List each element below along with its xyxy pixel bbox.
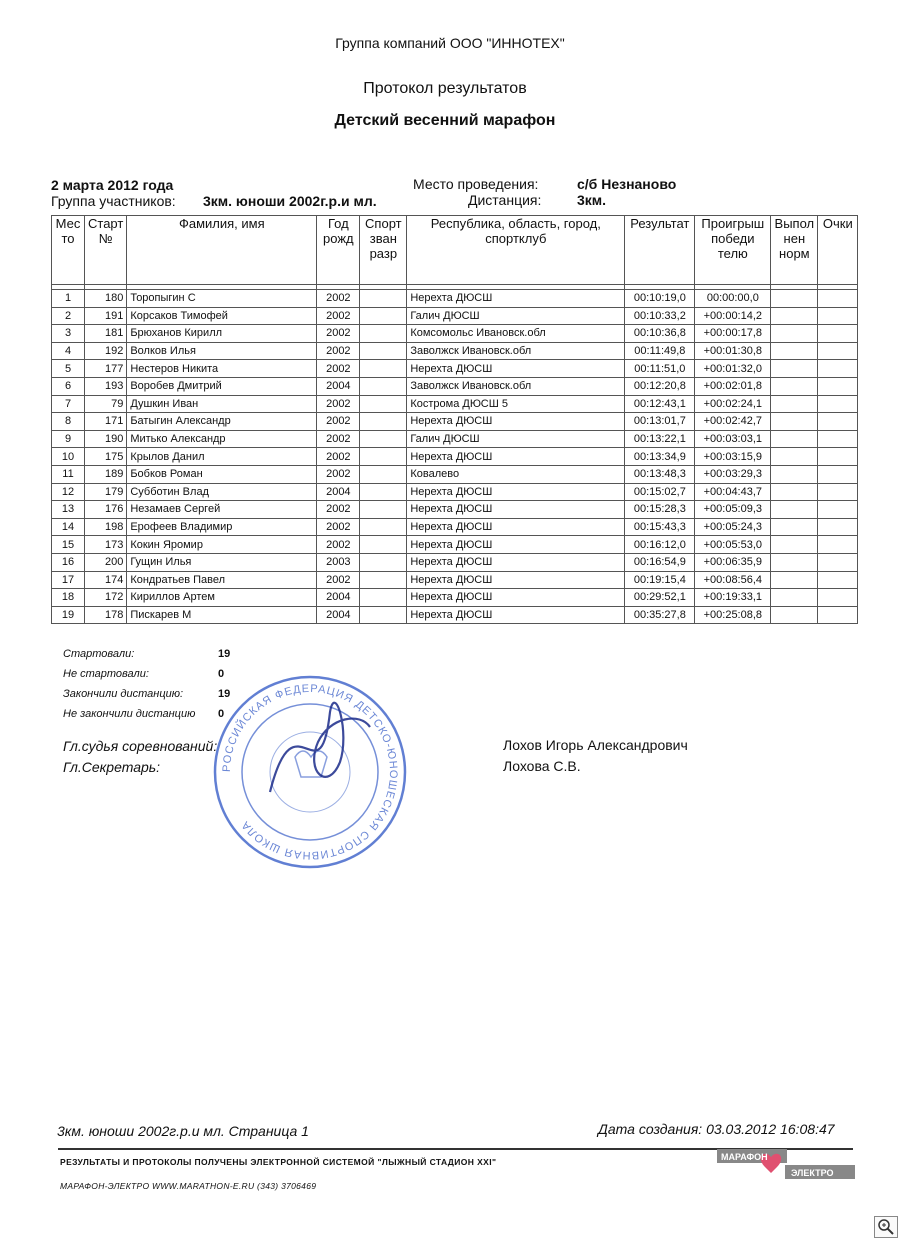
table-cell — [771, 518, 818, 536]
column-header: Год рожд — [317, 216, 360, 285]
table-cell — [818, 395, 858, 413]
table-row — [52, 448, 858, 466]
table-cell — [771, 325, 818, 343]
contact-line: МАРАФОН-ЭЛЕКТРО WWW.MARATHON-E.RU (343) 3706469 — [60, 1181, 317, 1191]
table-cell: 176 — [85, 501, 127, 519]
table-cell — [818, 448, 858, 466]
table-cell — [360, 571, 407, 589]
table-cell — [360, 483, 407, 501]
table-cell: +00:00:14,2 — [695, 307, 771, 325]
table-cell — [771, 483, 818, 501]
table-cell: 2004 — [317, 606, 360, 624]
table-cell: Кострома ДЮСШ 5 — [407, 395, 625, 413]
table-cell: 173 — [85, 536, 127, 554]
table-cell: 18 — [52, 589, 85, 607]
table-cell — [771, 360, 818, 378]
table-cell — [360, 290, 407, 308]
table-cell: 2004 — [317, 483, 360, 501]
table-cell — [360, 606, 407, 624]
column-header: Старт № — [85, 216, 127, 285]
table-body — [52, 285, 858, 624]
table-cell: +00:01:32,0 — [695, 360, 771, 378]
group-value: 3км. юноши 2002г.р.и мл. — [203, 193, 377, 209]
table-cell — [360, 360, 407, 378]
table-cell: Нерехта ДЮСШ — [407, 571, 625, 589]
table-cell — [818, 342, 858, 360]
table-row — [52, 342, 858, 360]
table-cell: +00:02:24,1 — [695, 395, 771, 413]
table-cell: 2004 — [317, 589, 360, 607]
table-cell — [818, 571, 858, 589]
table-cell: 1 — [52, 290, 85, 308]
table-cell: 14 — [52, 518, 85, 536]
stat-row — [63, 704, 225, 724]
table-cell: 2002 — [317, 290, 360, 308]
table-cell: 2004 — [317, 377, 360, 395]
table-cell: 2002 — [317, 536, 360, 554]
table-cell — [818, 518, 858, 536]
table-cell: 177 — [85, 360, 127, 378]
table-cell: 00:11:51,0 — [625, 360, 695, 378]
table-cell: 193 — [85, 377, 127, 395]
table-cell — [771, 501, 818, 519]
table-cell: +00:19:33,1 — [695, 589, 771, 607]
table-cell: 4 — [52, 342, 85, 360]
table-row — [52, 465, 858, 483]
table-cell: Нерехта ДЮСШ — [407, 606, 625, 624]
table-cell: 16 — [52, 553, 85, 571]
table-cell: 189 — [85, 465, 127, 483]
table-cell: Ерофеев Владимир — [127, 518, 317, 536]
table-cell — [360, 553, 407, 571]
table-cell: 00:13:34,9 — [625, 448, 695, 466]
venue-label: Место проведения: — [413, 176, 539, 192]
table-cell: Галич ДЮСШ — [407, 430, 625, 448]
table-row — [52, 377, 858, 395]
table-cell — [771, 413, 818, 431]
venue-value: с/б Незнаново — [577, 176, 677, 192]
table-cell: +00:00:17,8 — [695, 325, 771, 343]
table-cell: 2002 — [317, 518, 360, 536]
table-cell: Нерехта ДЮСШ — [407, 501, 625, 519]
table-cell: Нерехта ДЮСШ — [407, 589, 625, 607]
creation-date: Дата создания: 03.03.2012 16:08:47 — [598, 1121, 835, 1137]
table-cell: 2002 — [317, 325, 360, 343]
table-cell — [818, 465, 858, 483]
distance-label: Дистанция: — [468, 192, 542, 208]
table-cell: Нестеров Никита — [127, 360, 317, 378]
table-cell: Нерехта ДЮСШ — [407, 290, 625, 308]
table-cell: 198 — [85, 518, 127, 536]
table-cell: Нерехта ДЮСШ — [407, 448, 625, 466]
table-cell: Нерехта ДЮСШ — [407, 413, 625, 431]
company-name: Группа компаний ООО "ИННОТЕХ" — [335, 35, 565, 51]
table-cell — [818, 430, 858, 448]
judge-name: Лохов Игорь Александрович — [503, 737, 688, 753]
table-cell: 2002 — [317, 307, 360, 325]
table-cell: 2002 — [317, 395, 360, 413]
table-cell: 190 — [85, 430, 127, 448]
table-cell: +00:25:08,8 — [695, 606, 771, 624]
table-cell: 174 — [85, 571, 127, 589]
table-cell: 7 — [52, 395, 85, 413]
table-cell: 171 — [85, 413, 127, 431]
table-cell: 17 — [52, 571, 85, 589]
table-cell: 191 — [85, 307, 127, 325]
official-stamp — [210, 672, 410, 872]
table-row — [52, 553, 858, 571]
distance-value: 3км. — [577, 192, 607, 208]
table-cell: 00:12:43,1 — [625, 395, 695, 413]
table-cell — [771, 342, 818, 360]
table-cell: 8 — [52, 413, 85, 431]
table-cell: 9 — [52, 430, 85, 448]
table-cell: Крылов Данил — [127, 448, 317, 466]
table-cell: 3 — [52, 325, 85, 343]
table-cell — [771, 571, 818, 589]
table-cell: Нерехта ДЮСШ — [407, 360, 625, 378]
table-cell — [771, 290, 818, 308]
table-cell: Нерехта ДЮСШ — [407, 553, 625, 571]
table-cell: Комсомольс Ивановск.обл — [407, 325, 625, 343]
table-cell: Воробев Дмитрий — [127, 377, 317, 395]
table-cell: +00:02:01,8 — [695, 377, 771, 395]
stat-value: 19 — [218, 688, 231, 700]
table-cell: 2002 — [317, 465, 360, 483]
table-cell: +00:03:03,1 — [695, 430, 771, 448]
stat-row — [63, 644, 231, 664]
table-cell: +00:01:30,8 — [695, 342, 771, 360]
table-cell: 00:11:49,8 — [625, 342, 695, 360]
table-cell: Субботин Влад — [127, 483, 317, 501]
table-row — [52, 536, 858, 554]
table-cell: Галич ДЮСШ — [407, 307, 625, 325]
stats-block — [63, 644, 231, 724]
table-cell: 00:16:54,9 — [625, 553, 695, 571]
table-cell — [818, 325, 858, 343]
table-cell: 6 — [52, 377, 85, 395]
table-cell: 200 — [85, 553, 127, 571]
table-cell: 00:00:00,0 — [695, 290, 771, 308]
table-row — [52, 483, 858, 501]
table-cell: 2002 — [317, 413, 360, 431]
column-header: Выпол нен норм — [771, 216, 818, 285]
table-row — [52, 307, 858, 325]
table-cell — [771, 395, 818, 413]
table-cell: 00:29:52,1 — [625, 589, 695, 607]
stat-value: 0 — [218, 668, 225, 680]
table-cell: 172 — [85, 589, 127, 607]
table-cell: 00:10:36,8 — [625, 325, 695, 343]
table-cell: 2003 — [317, 553, 360, 571]
table-row — [52, 395, 858, 413]
table-cell: 180 — [85, 290, 127, 308]
column-header: Проигрыш победи телю — [695, 216, 771, 285]
table-cell: 13 — [52, 501, 85, 519]
secretary-name: Лохова С.В. — [503, 758, 581, 774]
table-cell — [771, 307, 818, 325]
protocol-title: Протокол результатов — [363, 80, 527, 97]
table-cell: Пискарев М — [127, 606, 317, 624]
group-label: Группа участников: — [51, 193, 176, 209]
table-cell: 178 — [85, 606, 127, 624]
table-row — [52, 360, 858, 378]
table-cell: Нерехта ДЮСШ — [407, 483, 625, 501]
table-cell — [360, 536, 407, 554]
page-info: 3км. юноши 2002г.р.и мл. Страница 1 — [57, 1123, 309, 1139]
table-cell: Корсаков Тимофей — [127, 307, 317, 325]
table-cell — [818, 360, 858, 378]
table-cell: 181 — [85, 325, 127, 343]
table-cell: 00:13:22,1 — [625, 430, 695, 448]
table-cell: Волков Илья — [127, 342, 317, 360]
table-cell: Заволжск Ивановск.обл — [407, 377, 625, 395]
table-cell — [818, 413, 858, 431]
svg-text:МАРАФОН: МАРАФОН — [721, 1152, 768, 1162]
table-cell: Гущин Илья — [127, 553, 317, 571]
table-cell: Кондратьев Павел — [127, 571, 317, 589]
table-cell — [818, 307, 858, 325]
table-cell — [360, 325, 407, 343]
table-cell: 12 — [52, 483, 85, 501]
table-cell — [818, 483, 858, 501]
table-row — [52, 606, 858, 624]
table-cell: 2002 — [317, 448, 360, 466]
table-cell: 175 — [85, 448, 127, 466]
stat-row — [63, 664, 225, 684]
table-cell: +00:05:24,3 — [695, 518, 771, 536]
table-row — [52, 290, 858, 308]
table-cell: 00:15:02,7 — [625, 483, 695, 501]
table-row — [52, 413, 858, 431]
table-cell: Кириллов Артем — [127, 589, 317, 607]
table-cell: 192 — [85, 342, 127, 360]
table-row — [52, 501, 858, 519]
table-cell — [360, 307, 407, 325]
table-cell — [771, 553, 818, 571]
table-cell: Ковалево — [407, 465, 625, 483]
table-cell — [818, 290, 858, 308]
table-cell: 19 — [52, 606, 85, 624]
table-cell: +00:06:35,9 — [695, 553, 771, 571]
table-cell: 00:10:33,2 — [625, 307, 695, 325]
stat-label: Не стартовали: — [63, 668, 149, 680]
column-header: Фамилия, имя — [127, 216, 317, 285]
magnifier-icon — [875, 1217, 897, 1237]
table-cell: 00:15:43,3 — [625, 518, 695, 536]
column-header: Республика, область, город, спортклуб — [407, 216, 625, 285]
table-cell — [818, 536, 858, 554]
table-cell: 00:16:12,0 — [625, 536, 695, 554]
table-cell — [771, 430, 818, 448]
stat-label: Не закончили дистанцию — [63, 708, 196, 720]
marathon-logo — [715, 1145, 860, 1183]
table-cell: +00:03:15,9 — [695, 448, 771, 466]
table-cell — [771, 448, 818, 466]
table-cell: 15 — [52, 536, 85, 554]
column-header: Спорт зван разр — [360, 216, 407, 285]
table-cell — [360, 465, 407, 483]
table-cell: +00:03:29,3 — [695, 465, 771, 483]
table-cell: Незамаев Сергей — [127, 501, 317, 519]
table-cell: 2002 — [317, 360, 360, 378]
table-cell: 00:35:27,8 — [625, 606, 695, 624]
table-cell: 79 — [85, 395, 127, 413]
table-cell — [771, 589, 818, 607]
table-cell: Торопыгин С — [127, 290, 317, 308]
column-header: Мес то — [52, 216, 85, 285]
table-cell: 2002 — [317, 430, 360, 448]
table-cell — [360, 342, 407, 360]
table-cell — [818, 377, 858, 395]
table-cell — [360, 395, 407, 413]
column-header: Результат — [625, 216, 695, 285]
race-title: Детский весенний марафон — [334, 112, 556, 129]
table-cell: 00:13:01,7 — [625, 413, 695, 431]
race-date: 2 марта 2012 года — [51, 177, 174, 193]
stat-label: Стартовали: — [63, 648, 135, 660]
table-cell — [771, 465, 818, 483]
table-cell: 2 — [52, 307, 85, 325]
table-cell: 2002 — [317, 342, 360, 360]
table-cell: +00:05:09,3 — [695, 501, 771, 519]
table-cell — [771, 606, 818, 624]
table-cell: +00:02:42,7 — [695, 413, 771, 431]
table-cell: Кокин Яромир — [127, 536, 317, 554]
table-cell — [771, 536, 818, 554]
table-cell: +00:04:43,7 — [695, 483, 771, 501]
table-cell — [818, 589, 858, 607]
table-cell: 00:13:48,3 — [625, 465, 695, 483]
table-cell — [360, 377, 407, 395]
table-row — [52, 571, 858, 589]
table-cell: Душкин Иван — [127, 395, 317, 413]
table-cell — [360, 501, 407, 519]
column-header: Очки — [818, 216, 858, 285]
svg-text:ЭЛЕКТРО: ЭЛЕКТРО — [791, 1168, 834, 1178]
table-cell — [818, 501, 858, 519]
table-row — [52, 430, 858, 448]
table-cell: Митько Александр — [127, 430, 317, 448]
table-cell: 11 — [52, 465, 85, 483]
table-cell: +00:05:53,0 — [695, 536, 771, 554]
table-cell: Нерехта ДЮСШ — [407, 536, 625, 554]
table-cell — [360, 448, 407, 466]
table-cell: 179 — [85, 483, 127, 501]
stat-value: 19 — [218, 648, 231, 660]
table-cell — [360, 413, 407, 431]
table-cell: 2002 — [317, 571, 360, 589]
table-row — [52, 325, 858, 343]
table-cell — [360, 589, 407, 607]
table-cell — [360, 518, 407, 536]
table-cell: 00:10:19,0 — [625, 290, 695, 308]
table-cell: Батыгин Александр — [127, 413, 317, 431]
system-line: РЕЗУЛЬТАТЫ И ПРОТОКОЛЫ ПОЛУЧЕНЫ ЭЛЕКТРОННОЙ СИСТЕМОЙ "ЛЫЖНЫЙ СТАДИОН XXI" — [60, 1157, 497, 1167]
table-cell — [360, 430, 407, 448]
table-row — [52, 589, 858, 607]
table-cell: Заволжск Ивановск.обл — [407, 342, 625, 360]
table-cell: 00:12:20,8 — [625, 377, 695, 395]
table-cell: 00:15:28,3 — [625, 501, 695, 519]
svg-text:РОССИЙСКАЯ ФЕДЕРАЦИЯ ДЕТСКО-ЮН: РОССИЙСКАЯ ФЕДЕРАЦИЯ ДЕТСКО-ЮНОШЕСКАЯ СПОРТИВНАЯ ШКОЛА — [220, 682, 400, 862]
table-cell — [771, 377, 818, 395]
table-cell: 00:19:15,4 — [625, 571, 695, 589]
results-table — [51, 215, 858, 624]
table-cell: 2002 — [317, 501, 360, 519]
stat-row — [63, 684, 231, 704]
table-cell: Нерехта ДЮСШ — [407, 518, 625, 536]
table-cell: +00:08:56,4 — [695, 571, 771, 589]
table-cell: Брюханов Кирилл — [127, 325, 317, 343]
stat-value: 0 — [218, 708, 225, 720]
table-cell: Бобков Роман — [127, 465, 317, 483]
secretary-label: Гл.Секретарь: — [63, 759, 161, 775]
zoom-button[interactable] — [874, 1216, 898, 1238]
table-cell: 5 — [52, 360, 85, 378]
judge-label: Гл.судья соревнований: — [63, 738, 218, 754]
table-row — [52, 518, 858, 536]
table-cell: 10 — [52, 448, 85, 466]
stat-label: Закончили дистанцию: — [63, 688, 184, 700]
table-header — [52, 216, 858, 285]
table-cell — [818, 606, 858, 624]
table-cell — [818, 553, 858, 571]
